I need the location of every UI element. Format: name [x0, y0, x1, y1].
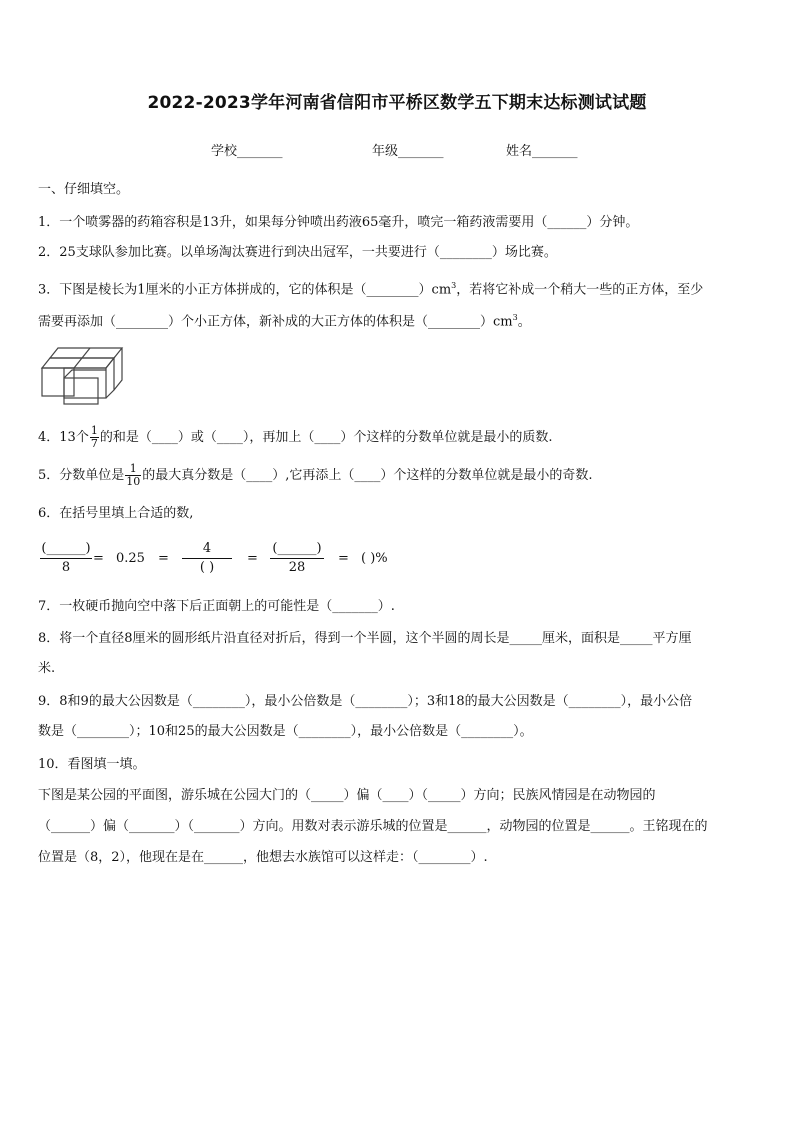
eq-sign: = — [93, 551, 104, 566]
question-4: 4．13个 $\frac{1}{7}$ 的和是（____）或（____），再加上（____）个这样的分数单位就是最小的质数. — [38, 424, 553, 450]
eq-sign: = — [247, 551, 258, 566]
fraction-one-seventh: $\frac{1}{7}$ — [90, 424, 98, 450]
page-title: 2022-2023学年河南省信阳市平桥区数学五下期末达标测试试题 — [147, 93, 647, 113]
question-9-line2: 数是（________）；10和25的最大公因数是（________），最小公倍数是（________）。 — [38, 724, 533, 739]
eq-sign: = — [158, 551, 169, 566]
question-10-line3: 位置是（8，2），他现在是在______，他想去水族馆可以这样走：（________）. — [38, 850, 488, 865]
question-10-line2: （______）偏（_______）（_______）方向。用数对表示游乐城的位置是______，动物园的位置是______。王铭现在的 — [38, 819, 708, 834]
name-field[interactable]: 姓名_______ — [506, 144, 578, 159]
question-8-line1: 8．将一个直径8厘米的圆形纸片沿直径对折后，得到一个半圆，这个半圆的周长是_____厘米，面积是_____平方厘 — [38, 631, 692, 646]
question-6: 6．在括号里填上合适的数, — [38, 506, 194, 521]
question-10-line1: 下图是某公园的平面图，游乐城在公园大门的（_____）偏（____）（_____）方向；民族风情园是在动物园的 — [38, 788, 656, 803]
eq-fraction-1: (______) 8 — [41, 541, 91, 575]
eq-fraction-2: 4 ( ) — [182, 540, 232, 577]
question-9-line1: 9．8和9的最大公因数是（________），最小公倍数是（________）；3和18的最大公因数是（________），最小公倍 — [38, 694, 693, 709]
question-2: 2．25支球队参加比赛。以单场淘汰赛进行到决出冠军，一共要进行（________）场比赛。 — [38, 245, 557, 260]
question-1: 1．一个喷雾器的药箱容积是13升，如果每分钟喷出药液65毫升，喷完一箱药液需要用（______）分钟。 — [38, 215, 639, 230]
question-3-line1: 3．下图是棱长为1厘米的小正方体拼成的，它的体积是$(\_\_\_\_\_\_\_\_)cm^3$，若将它补成一个稍大一些的正方体，至少 — [38, 281, 704, 298]
cube-figure — [40, 344, 132, 406]
question-5: 5．分数单位是 $\frac{1}{10}$ 的最大真分数是（____）,它再添上（____）个这样的分数单位就是最小的奇数. — [38, 462, 593, 488]
eq-decimal: 0.25 — [116, 551, 145, 566]
question-3-line2: 需要再添加（________）个小正方体，新补成的大正方体的体积是$(\_\_\_\_\_\_\_\_)cm^3$。 — [38, 313, 531, 330]
eq-percent: ( )% — [361, 551, 388, 566]
eq-sign: = — [338, 551, 349, 566]
grade-field[interactable]: 年级_______ — [372, 144, 444, 159]
question-10-heading: 10．看图填一填。 — [38, 757, 146, 772]
school-field[interactable]: 学校_______ — [211, 144, 283, 159]
fraction-one-tenth: $\frac{1}{10}$ — [126, 462, 141, 488]
question-8-line2: 米. — [38, 661, 56, 676]
question-7: 7．一枚硬币抛向空中落下后正面朝上的可能性是（_______）. — [38, 599, 395, 614]
section-heading: 一、仔细填空。 — [38, 182, 130, 197]
front-cube — [64, 378, 98, 404]
eq-fraction-3: (______) 28 — [270, 540, 324, 577]
